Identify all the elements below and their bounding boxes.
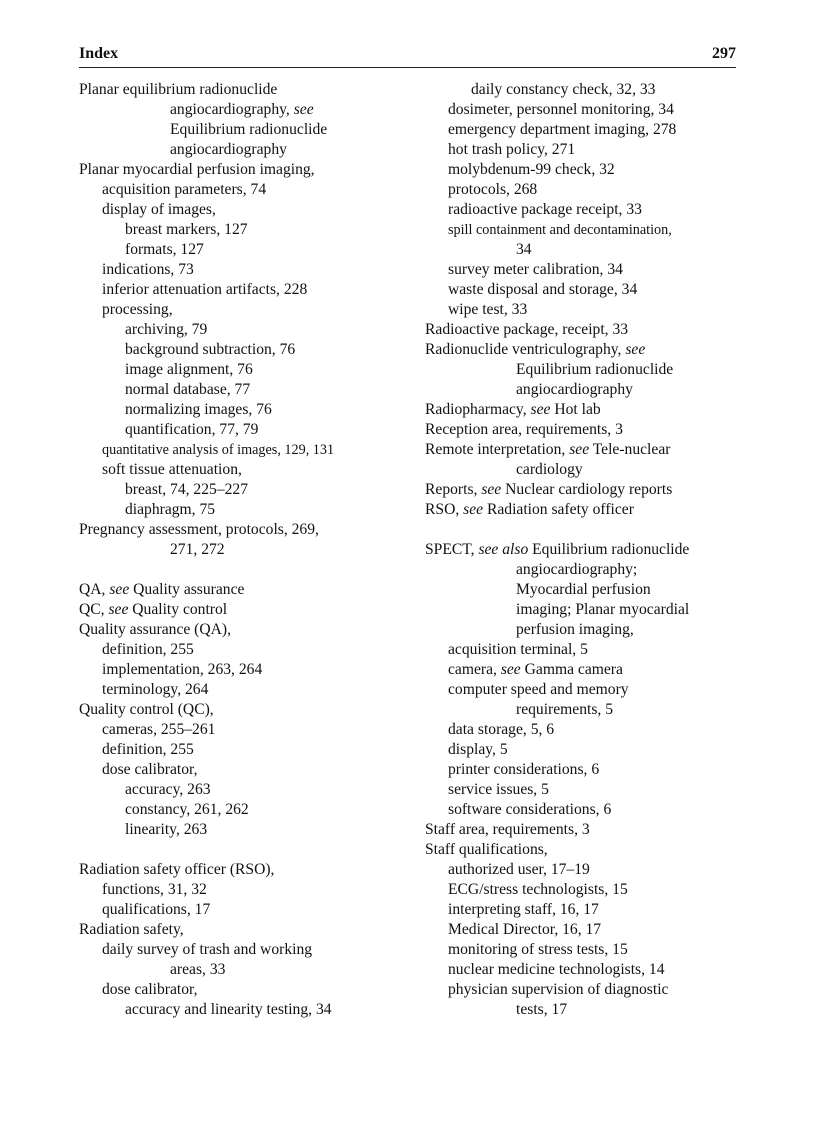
index-entry: [425, 180, 755, 200]
index-entry: [425, 100, 755, 120]
entry-text: Pregnancy assessment, protocols, 269,: [79, 521, 319, 538]
entry-text: display, 5: [448, 741, 508, 758]
index-entry: [79, 620, 399, 640]
index-entry: [425, 400, 755, 420]
index-entry: [79, 680, 399, 700]
entry-text: Tele-nuclear: [589, 441, 671, 458]
entry-text: Hot lab: [550, 401, 601, 418]
entry-text: dose calibrator,: [102, 981, 198, 998]
index-entry: [79, 260, 399, 280]
index-entry: [425, 900, 755, 920]
entry-text: Nuclear cardiology reports: [501, 481, 673, 498]
index-entry: [425, 220, 755, 240]
cross-reference-term: see: [625, 341, 646, 358]
entry-text: Radiopharmacy,: [425, 401, 531, 418]
index-entry: [79, 960, 399, 980]
index-entry: [79, 160, 399, 180]
entry-text: RSO,: [425, 501, 464, 518]
entry-text: QA,: [79, 581, 110, 598]
index-entry: [79, 80, 399, 100]
entry-text: qualifications, 17: [102, 901, 211, 918]
index-entry: [425, 460, 755, 480]
index-entry: [425, 200, 755, 220]
index-entry: [425, 860, 755, 880]
entry-text: normal database, 77: [125, 381, 251, 398]
entry-text: Myocardial perfusion: [516, 581, 651, 598]
index-entry: [79, 440, 399, 460]
index-entry: [425, 960, 755, 980]
entry-text: Radiation safety,: [79, 921, 184, 938]
index-entry: [79, 920, 399, 940]
cross-reference-term: see: [569, 441, 590, 458]
entry-text: angiocardiography,: [170, 101, 294, 118]
entry-text: molybdenum-99 check, 32: [448, 161, 615, 178]
index-entry: [79, 320, 399, 340]
entry-text: Planar equilibrium radionuclide: [79, 81, 278, 98]
cross-reference-term: see: [481, 481, 502, 498]
entry-text: SPECT,: [425, 541, 479, 558]
index-entry: [79, 460, 399, 480]
entry-text: data storage, 5, 6: [448, 721, 555, 738]
entry-text: accuracy, 263: [125, 781, 211, 798]
entry-spacer: [79, 560, 399, 580]
index-entry: [425, 420, 755, 440]
cross-reference-term: see: [109, 581, 130, 598]
cross-reference-term: see: [293, 101, 314, 118]
index-entry: [425, 320, 755, 340]
entry-text: interpreting staff, 16, 17: [448, 901, 599, 918]
index-entry: [79, 780, 399, 800]
entry-text: authorized user, 17–19: [448, 861, 590, 878]
index-entry: [79, 520, 399, 540]
entry-text: normalizing images, 76: [125, 401, 272, 418]
index-entry: [79, 860, 399, 880]
entry-text: acquisition parameters, 74: [102, 181, 267, 198]
index-entry: [425, 500, 755, 520]
index-entry: [79, 220, 399, 240]
entry-text: QC,: [79, 601, 109, 618]
index-entry: [425, 340, 755, 360]
entry-text: Radiation safety officer: [483, 501, 634, 518]
entry-text: ECG/stress technologists, 15: [448, 881, 628, 898]
index-entry: [425, 820, 755, 840]
index-entry: [425, 940, 755, 960]
entry-text: nuclear medicine technologists, 14: [448, 961, 665, 978]
entry-text: daily constancy check, 32, 33: [471, 81, 656, 98]
entry-text: image alignment, 76: [125, 361, 253, 378]
index-entry: [425, 760, 755, 780]
index-entry: [79, 360, 399, 380]
entry-text: requirements, 5: [516, 701, 613, 718]
index-entry: [79, 800, 399, 820]
entry-text: processing,: [102, 301, 173, 318]
cross-reference-term: see: [463, 501, 484, 518]
entry-text: daily survey of trash and working: [102, 941, 313, 958]
entry-spacer: [79, 840, 399, 860]
index-entry: [425, 380, 755, 400]
index-entry: [425, 800, 755, 820]
cross-reference-term: see also: [478, 541, 529, 558]
index-entry: [79, 340, 399, 360]
entry-text: Equilibrium radionuclide: [516, 361, 674, 378]
entry-text: indications, 73: [102, 261, 194, 278]
entry-text: functions, 31, 32: [102, 881, 207, 898]
entry-text: survey meter calibration, 34: [448, 261, 623, 278]
index-entry: [79, 200, 399, 220]
entry-text: 34: [516, 241, 532, 258]
entry-text: perfusion imaging,: [516, 621, 634, 638]
index-entry: [425, 280, 755, 300]
index-entry: [79, 820, 399, 840]
entry-text: Remote interpretation,: [425, 441, 570, 458]
entry-text: cardiology: [516, 461, 583, 478]
index-entry: [79, 1000, 399, 1020]
index-entry: [79, 980, 399, 1000]
index-entry: [79, 420, 399, 440]
index-entry: [425, 240, 755, 260]
entry-text: quantitative analysis of images, 129, 131: [102, 442, 335, 458]
entry-text: acquisition terminal, 5: [448, 641, 588, 658]
entry-text: 271, 272: [170, 541, 225, 558]
entry-text: computer speed and memory: [448, 681, 629, 698]
index-entry: [79, 640, 399, 660]
entry-text: Radioactive package, receipt, 33: [425, 321, 629, 338]
entry-text: Quality control (QC),: [79, 701, 214, 718]
entry-text: hot trash policy, 271: [448, 141, 576, 158]
index-entry: [79, 580, 399, 600]
entry-text: implementation, 263, 264: [102, 661, 263, 678]
entry-text: dosimeter, personnel monitoring, 34: [448, 101, 674, 118]
entry-text: software considerations, 6: [448, 801, 612, 818]
index-entry: [79, 880, 399, 900]
index-entry: [79, 720, 399, 740]
entry-text: Staff area, requirements, 3: [425, 821, 590, 838]
index-entry: [79, 600, 399, 620]
entry-text: wipe test, 33: [448, 301, 528, 318]
entry-text: breast, 74, 225–227: [125, 481, 248, 498]
entry-text: inferior attenuation artifacts, 228: [102, 281, 308, 298]
entry-text: definition, 255: [102, 741, 194, 758]
entry-text: monitoring of stress tests, 15: [448, 941, 628, 958]
entry-text: formats, 127: [125, 241, 204, 258]
index-entry: [425, 140, 755, 160]
entry-text: emergency department imaging, 278: [448, 121, 677, 138]
index-entry: [425, 680, 755, 700]
index-entry: [425, 840, 755, 860]
cross-reference-term: see: [530, 401, 551, 418]
index-entry: [425, 980, 755, 1000]
entry-text: Medical Director, 16, 17: [448, 921, 602, 938]
entry-text: spill containment and decontamination,: [448, 222, 672, 238]
index-entry: [79, 740, 399, 760]
index-entry: [425, 660, 755, 680]
index-entry: [79, 760, 399, 780]
entry-text: Reception area, requirements, 3: [425, 421, 623, 438]
entry-text: definition, 255: [102, 641, 194, 658]
index-entry: [79, 660, 399, 680]
index-entry: [425, 80, 755, 100]
entry-text: radioactive package receipt, 33: [448, 201, 642, 218]
entry-text: Radionuclide ventriculography,: [425, 341, 626, 358]
entry-text: Radiation safety officer (RSO),: [79, 861, 275, 878]
index-entry: [425, 700, 755, 720]
index-entry: [425, 580, 755, 600]
index-entry: [79, 900, 399, 920]
index-entry: [79, 940, 399, 960]
entry-text: Equilibrium radionuclide: [170, 121, 328, 138]
index-entry: [425, 620, 755, 640]
running-header: [79, 45, 736, 68]
index-entry: [79, 180, 399, 200]
index-entry: [425, 1000, 755, 1020]
entry-text: Quality control: [128, 601, 228, 618]
entry-text: constancy, 261, 262: [125, 801, 249, 818]
index-entry: [425, 160, 755, 180]
index-entry: [425, 120, 755, 140]
entry-text: dose calibrator,: [102, 761, 198, 778]
index-entry: [79, 240, 399, 260]
entry-text: Equilibrium radionuclide: [528, 541, 690, 558]
entry-text: Quality assurance: [129, 581, 245, 598]
index-entry: [425, 260, 755, 280]
entry-text: physician supervision of diagnostic: [448, 981, 669, 998]
entry-text: linearity, 263: [125, 821, 208, 838]
index-column-right: [425, 80, 755, 1020]
cross-reference-term: see: [108, 601, 129, 618]
index-entry: [425, 480, 755, 500]
entry-text: breast markers, 127: [125, 221, 248, 238]
entry-spacer: [425, 520, 755, 540]
index-entry: [79, 280, 399, 300]
entry-text: Quality assurance (QA),: [79, 621, 231, 638]
index-entry: [425, 880, 755, 900]
entry-text: cameras, 255–261: [102, 721, 216, 738]
entry-text: printer considerations, 6: [448, 761, 600, 778]
header-title: Index: [79, 45, 119, 62]
index-entry: [425, 360, 755, 380]
index-entry: [425, 740, 755, 760]
entry-text: protocols, 268: [448, 181, 538, 198]
index-column-left: [79, 80, 399, 1020]
index-entry: [79, 480, 399, 500]
index-entry: [79, 120, 399, 140]
cross-reference-term: see: [500, 661, 521, 678]
entry-text: service issues, 5: [448, 781, 549, 798]
entry-text: imaging; Planar myocardial: [516, 601, 690, 618]
entry-text: angiocardiography: [516, 381, 633, 398]
index-entry: [425, 300, 755, 320]
index-entry: [79, 380, 399, 400]
index-entry: [425, 600, 755, 620]
page-number: 297: [712, 45, 736, 62]
entry-text: quantification, 77, 79: [125, 421, 259, 438]
index-entry: [79, 700, 399, 720]
index-entry: [79, 100, 399, 120]
entry-text: angiocardiography;: [516, 561, 638, 578]
entry-text: soft tissue attenuation,: [102, 461, 242, 478]
index-entry: [425, 440, 755, 460]
entry-text: background subtraction, 76: [125, 341, 296, 358]
index-entry: [79, 400, 399, 420]
index-entry: [425, 720, 755, 740]
entry-text: Reports,: [425, 481, 482, 498]
entry-text: areas, 33: [170, 961, 226, 978]
index-entry: [425, 560, 755, 580]
entry-text: terminology, 264: [102, 681, 209, 698]
index-entry: [425, 780, 755, 800]
index-entry: [79, 300, 399, 320]
entry-text: diaphragm, 75: [125, 501, 216, 518]
entry-text: display of images,: [102, 201, 216, 218]
entry-text: waste disposal and storage, 34: [448, 281, 638, 298]
entry-text: angiocardiography: [170, 141, 287, 158]
index-entry: [79, 500, 399, 520]
entry-text: Planar myocardial perfusion imaging,: [79, 161, 315, 178]
index-entry: [425, 540, 755, 560]
index-entry: [425, 640, 755, 660]
entry-text: Gamma camera: [520, 661, 623, 678]
index-entry: [79, 540, 399, 560]
index-entry: [79, 140, 399, 160]
index-entry: [425, 920, 755, 940]
entry-text: Staff qualifications,: [425, 841, 548, 858]
entry-text: archiving, 79: [125, 321, 208, 338]
entry-text: camera,: [448, 661, 501, 678]
entry-text: tests, 17: [516, 1001, 568, 1018]
entry-text: accuracy and linearity testing, 34: [125, 1001, 332, 1018]
